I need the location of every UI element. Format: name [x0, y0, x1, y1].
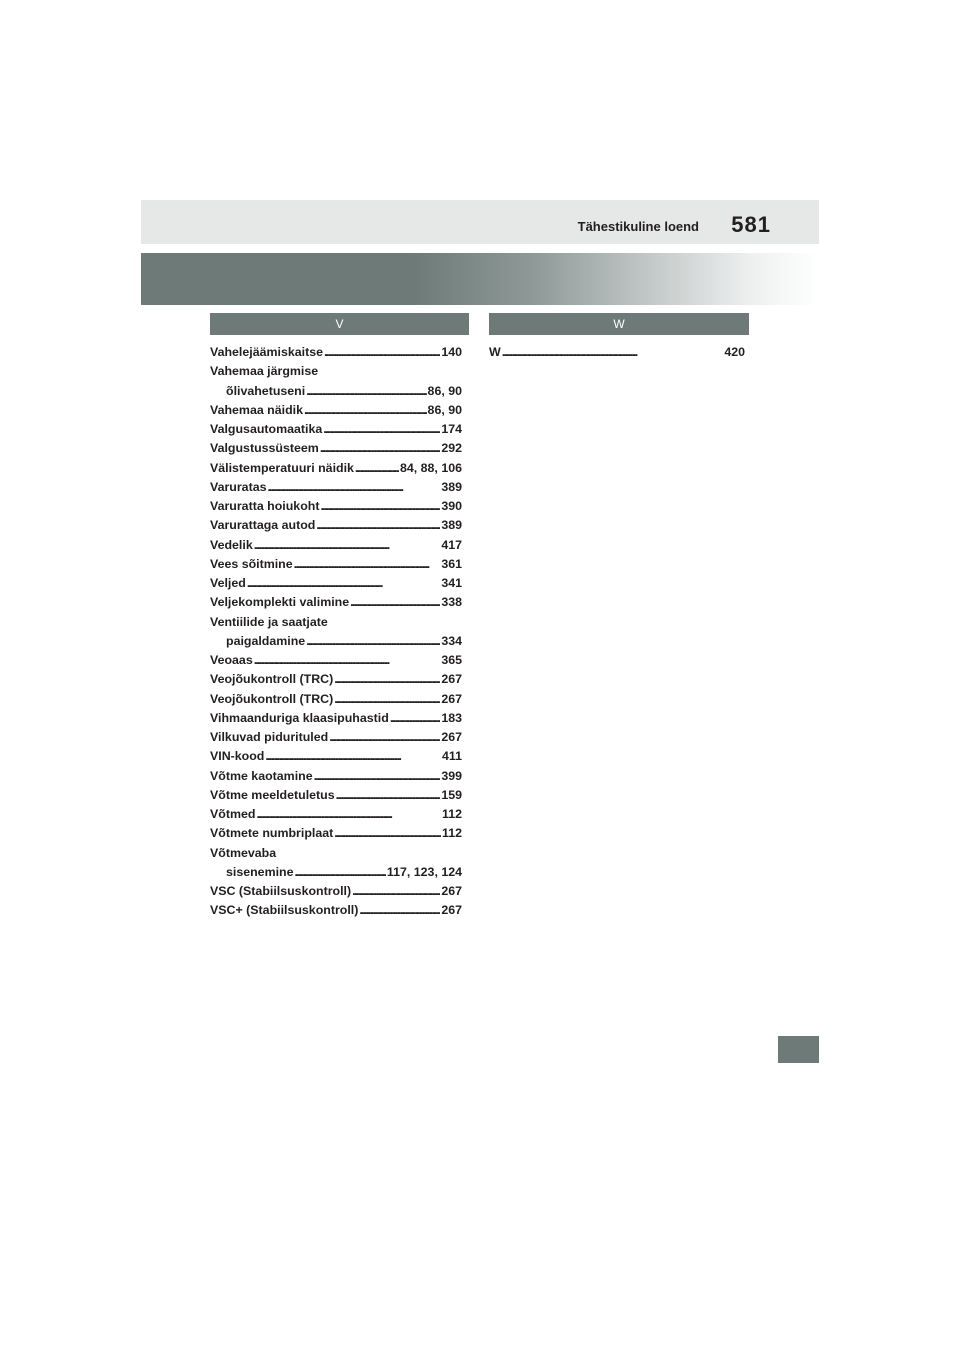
index-entry: [210, 420, 462, 439]
index-term: Võtmed: [210, 807, 256, 821]
index-entry-lead: Ventiilide ja saatjate: [210, 614, 328, 629]
index-entry: [210, 901, 462, 920]
index-entry-lead: Võtmevaba: [210, 845, 277, 860]
index-page-ref: 389: [441, 479, 462, 494]
index-page-ref: 86, 90: [427, 383, 462, 398]
index-column-w: [489, 343, 745, 362]
index-entry: [210, 824, 462, 843]
dot-leader: [306, 632, 440, 651]
dot-leader: [320, 439, 441, 458]
index-entry: [210, 536, 462, 555]
dot-leader: [502, 343, 724, 362]
index-entry: [210, 497, 462, 516]
index-page-ref: 267: [441, 691, 462, 706]
page-header: [141, 200, 819, 244]
index-page-ref: 365: [441, 653, 462, 667]
index-term: Välistemperatuuri näidik: [210, 460, 354, 475]
index-page-ref: 389: [441, 518, 462, 533]
index-entry: [210, 747, 462, 766]
index-term: Veojõukontroll (TRC): [210, 672, 334, 687]
index-page-ref: 411: [442, 749, 462, 764]
index-entry: [210, 555, 462, 574]
index-entry: [210, 709, 462, 728]
index-page-ref: 417: [441, 537, 462, 552]
dot-leader: [314, 767, 441, 786]
dot-leader: [265, 747, 441, 766]
index-entry: [210, 593, 462, 612]
index-entry: [210, 882, 462, 901]
index-term: Valgustussüsteem: [210, 441, 319, 456]
index-term: Veljed: [210, 576, 246, 590]
index-entry: [210, 690, 462, 709]
index-term: VSC (Stabiilsuskontroll): [210, 884, 352, 898]
dot-leader: [320, 497, 440, 516]
index-page-ref: 183: [441, 710, 462, 725]
index-term: Vedelik: [210, 537, 253, 552]
dot-leader: [306, 382, 426, 401]
index-term: Veljekomplekti valimine: [210, 595, 350, 610]
dot-leader: [323, 420, 440, 439]
index-term: Võtme kaotamine: [210, 768, 313, 783]
dot-leader: [267, 478, 440, 497]
index-entry: [210, 651, 462, 670]
index-column-v: [210, 343, 462, 921]
index-term: VSC+ (Stabiilsuskontroll): [210, 903, 359, 918]
index-page-ref: 86, 90: [427, 402, 462, 417]
dot-leader: [295, 863, 386, 882]
dot-leader: [304, 401, 427, 420]
index-term: Vihmaanduriga klaasipuhastid: [210, 710, 389, 725]
index-entry: [210, 478, 462, 497]
dot-leader: [256, 805, 441, 824]
dot-leader: [355, 459, 399, 478]
dot-leader: [334, 690, 440, 709]
index-page-ref: 112: [442, 826, 462, 841]
index-entry: [210, 343, 462, 362]
index-page-ref: 84, 88, 106: [399, 460, 462, 475]
index-page-ref: 338: [441, 595, 462, 610]
index-entry: [210, 632, 462, 651]
index-page-ref: 267: [441, 730, 462, 744]
dot-leader: [254, 536, 441, 555]
index-entry: [210, 670, 462, 689]
dot-leader: [352, 882, 440, 901]
index-term: W: [489, 345, 501, 359]
index-entry: [210, 728, 462, 747]
index-page-ref: 117, 123, 124: [386, 864, 462, 879]
index-page-ref: 390: [441, 499, 462, 513]
index-term: Vahemaa näidik: [210, 402, 303, 417]
index-term: õlivahetuseni: [226, 383, 306, 398]
dot-leader: [324, 343, 440, 362]
index-page-ref: 267: [441, 884, 462, 898]
index-term: Veojõukontroll (TRC): [210, 691, 334, 706]
index-entry: [210, 516, 462, 535]
index-entry: [210, 805, 462, 824]
index-page-ref: 112: [442, 807, 462, 821]
index-term: Veoaas: [210, 653, 253, 667]
index-entry: [210, 382, 462, 401]
index-term: Valgusautomaatika: [210, 422, 323, 436]
index-term: Varuratta hoiukoht: [210, 499, 320, 513]
index-term: Vilkuvad pidurituled: [210, 730, 329, 744]
section-header-v: V: [210, 313, 469, 335]
index-entry-lead: Vahemaa järgmise: [210, 364, 319, 379]
dot-leader: [336, 786, 441, 805]
index-term: sisenemine: [226, 864, 294, 879]
index-page-ref: 267: [441, 672, 462, 687]
index-entry: [210, 439, 462, 458]
index-page-ref: 341: [441, 576, 462, 590]
index-page-ref: 292: [441, 441, 462, 456]
chapter-tab: [778, 1036, 819, 1063]
dot-leader: [254, 651, 441, 670]
dot-leader: [334, 824, 441, 843]
index-entry: [210, 401, 462, 420]
dot-leader: [334, 670, 440, 689]
dot-leader: [350, 593, 440, 612]
index-term: Vees sõitmine: [210, 556, 293, 571]
index-entry: [489, 343, 745, 362]
dot-leader: [316, 516, 440, 535]
index-term: Võtmete numbriplaat: [210, 826, 334, 841]
index-page-ref: 174: [441, 422, 462, 436]
index-entry: [210, 767, 462, 786]
index-entry: [210, 786, 462, 805]
index-page-ref: 140: [441, 345, 462, 359]
index-term: Varuratas: [210, 479, 267, 494]
page-number: 581: [731, 212, 771, 237]
dot-leader: [390, 709, 441, 728]
index-term: Vahelejäämiskaitse: [210, 345, 323, 359]
index-entry: [210, 574, 462, 593]
index-page-ref: 334: [441, 633, 462, 648]
index-entry: [210, 459, 462, 478]
index-page-ref: 361: [441, 556, 462, 571]
dot-leader: [294, 555, 441, 574]
dot-leader: [359, 901, 440, 920]
header-title: Tähestikuline loend: [577, 219, 699, 234]
index-term: Varurattaga autod: [210, 518, 316, 533]
index-term: paigaldamine: [226, 633, 306, 648]
index-page-ref: 159: [441, 787, 462, 802]
index-page-ref: 399: [441, 768, 462, 783]
dot-leader: [329, 728, 440, 747]
index-entry: [210, 863, 462, 882]
index-term: Võtme meeldetuletus: [210, 787, 335, 802]
decorative-band: [141, 253, 819, 305]
index-page-ref: 267: [441, 903, 462, 918]
index-term: VIN-kood: [210, 749, 265, 764]
index-page-ref: 420: [724, 345, 745, 359]
section-header-w: W: [489, 313, 749, 335]
dot-leader: [247, 574, 440, 593]
